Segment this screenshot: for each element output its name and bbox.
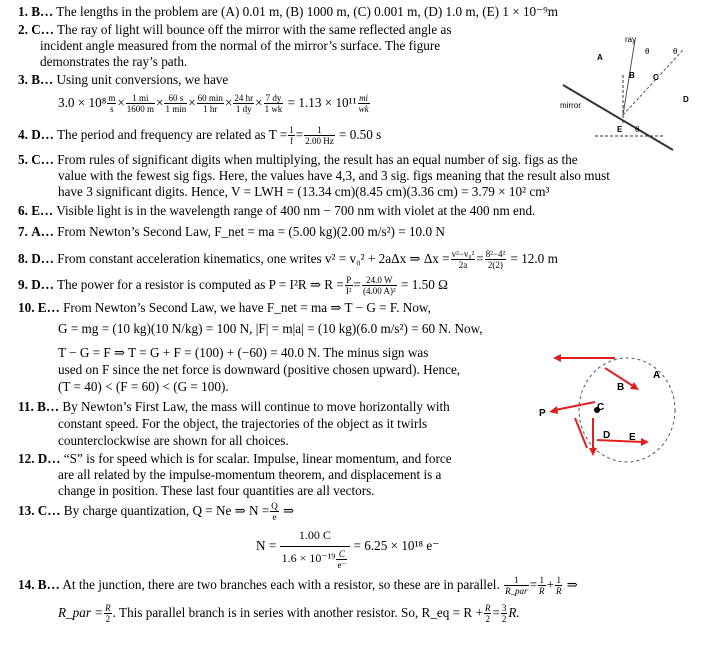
expr-result: = 0.50 s bbox=[339, 127, 382, 142]
item-11 bbox=[18, 399, 450, 414]
item-12-line-3: change in position. These last four quantities are all vectors. bbox=[58, 483, 375, 498]
item-13-expression bbox=[256, 524, 439, 570]
item-text: The ray of light will bounce off the mirror with the same reflected angle as bbox=[56, 22, 452, 37]
item-number: 14. bbox=[18, 577, 35, 592]
item-number: 9. bbox=[18, 277, 28, 292]
fraction: $\frac{1}{f}$ bbox=[289, 125, 294, 147]
arrowhead bbox=[641, 438, 649, 446]
fraction: $\frac{1}{R}$ bbox=[555, 575, 562, 597]
expr-result: = 6.25 × 10¹⁸ e⁻ bbox=[353, 537, 440, 553]
item-9: 9. D… The power for a resistor is computed as P = I²R ⇒ R = $\frac{P}{\text{I²}}$ = $\frac{24.0 W}{\text{(4.00 A)²}}$ = 1.50 Ω bbox=[18, 275, 448, 297]
item-text: Visible light is in the wavelength range of 400 nm − 700 nm with violet at the 400 nm end. bbox=[56, 203, 536, 218]
fraction: $\frac{24 hr}{1 dy}$ bbox=[234, 93, 254, 115]
label-a: A bbox=[597, 53, 603, 62]
arrowhead bbox=[589, 448, 597, 456]
label-e: E bbox=[629, 432, 636, 443]
item-answer: C… bbox=[31, 152, 54, 167]
item-text: The period and frequency are related as T = bbox=[56, 127, 288, 142]
item-answer: A… bbox=[31, 224, 54, 239]
item-number: 5. bbox=[18, 152, 28, 167]
item-number: 12. bbox=[18, 451, 35, 466]
item-10 bbox=[18, 300, 431, 315]
item-text: By Newton’s First Law, the mass will continue to move horizontally with bbox=[62, 399, 450, 414]
item-number: 3. bbox=[18, 72, 28, 87]
fraction: $\frac{60 s}{1 \min}$ bbox=[165, 93, 187, 115]
item-answer: B… bbox=[31, 72, 54, 87]
item-number: 11. bbox=[18, 399, 34, 414]
item-12 bbox=[18, 451, 452, 466]
arrow-d bbox=[575, 418, 587, 448]
label-d: D bbox=[603, 430, 611, 441]
item-10-line-2: G = mg = (10 kg)(10 N/kg) = 100 N, |F| = m|a| = (10 kg)(6.0 m/s²) = 60 N. Now, bbox=[58, 321, 483, 336]
item-11-line-3: counterclockwise are shown for all choices. bbox=[58, 433, 289, 448]
item-10-line-5: (T = 40) < (F = 60) < (G = 100). bbox=[58, 379, 229, 394]
item-number: 1. bbox=[18, 4, 28, 19]
fraction: $\frac{60 \min}{1 hr}$ bbox=[197, 93, 223, 115]
fraction: $\frac{R}{2}$ bbox=[484, 603, 491, 625]
item-answer: C… bbox=[31, 22, 54, 37]
item-8: 8. D… From constant acceleration kinematics, one writes v² = v₀² + 2aΔx ⇒ Δx = $\frac{\text{v²−v₀²}}{2a}$ = $\frac{\text{8²−4²}}{2(2)}$ = 12.0 m bbox=[18, 249, 558, 271]
fraction: $\frac{\text{v²−v₀²}}{2a}$ bbox=[451, 249, 475, 271]
item-number: 8. bbox=[18, 251, 28, 266]
fraction: $\frac{7 dy}{1 wk}$ bbox=[264, 93, 283, 115]
fraction: $\frac{1}{2.00 Hz}$ bbox=[305, 125, 334, 147]
theta-label: θ bbox=[645, 47, 650, 56]
item-text: From Newton’s Second Law, we have F_net = ma ⇒ T − G = F. Now, bbox=[63, 300, 431, 315]
label-d: D bbox=[683, 95, 689, 104]
arrowhead bbox=[553, 354, 561, 362]
item-answer: C… bbox=[37, 503, 61, 518]
arrow-left bbox=[555, 402, 595, 410]
item-number: 13. bbox=[18, 503, 35, 518]
label-b: B bbox=[629, 71, 635, 80]
item-3 bbox=[18, 72, 228, 87]
item-text: At the junction, there are two branches each with a resistor, so these are in parallel. bbox=[62, 577, 500, 592]
item-answer: B… bbox=[37, 399, 60, 414]
item-13: 13. C… By charge quantization, Q = Ne ⇒ N = $\frac{Q}{e}$ ⇒ bbox=[18, 501, 295, 523]
item-answer: B… bbox=[37, 577, 60, 592]
item-text: From constant acceleration kinematics, one writes v² = v₀² + 2aΔx ⇒ Δx = bbox=[57, 251, 450, 266]
expr-result: = 1.13 × 10¹¹ bbox=[287, 95, 357, 110]
item-1 bbox=[18, 4, 558, 19]
item-11-line-2: constant speed. For the object, the trajectories of the object as it twirls bbox=[58, 416, 428, 431]
item-number: 4. bbox=[18, 127, 28, 142]
item-10-line-4: used on F since the net force is downward (positive chosen upward). Hence, bbox=[58, 362, 461, 377]
expr-lhs: N = bbox=[256, 537, 277, 553]
item-4: 4. D… The period and frequency are related as T = $\frac{1}{f}$ = $\frac{1}{2.00 Hz}$ = 0.50 s bbox=[18, 125, 382, 147]
item-12-line-2: are all related by the impulse-momentum theorem, and displacement is a bbox=[58, 467, 442, 482]
fraction: $\frac{Q}{e}$ bbox=[271, 501, 278, 523]
item-5 bbox=[18, 152, 578, 167]
theta-label: θ bbox=[635, 125, 640, 134]
fraction: $\frac{1 mi}{1600 m}$ bbox=[126, 93, 155, 115]
label-c: C bbox=[653, 73, 659, 82]
label-c: C bbox=[597, 402, 605, 413]
fraction: $\frac{\text{8²−4²}}{2(2)}$ bbox=[485, 249, 506, 271]
item-number: 6. bbox=[18, 203, 28, 218]
item-answer: D… bbox=[31, 127, 54, 142]
item-number: 2. bbox=[18, 22, 28, 37]
fraction: $\frac{m}{s}$ bbox=[108, 93, 116, 115]
fraction: $\frac{P}{\text{I²}}$ bbox=[345, 275, 352, 297]
item-2-line-2: incident angle measured from the normal of the mirror’s surface. The figure bbox=[40, 38, 441, 53]
item-number: 10. bbox=[18, 300, 35, 315]
expr-start: 3.0 × 10⁸ bbox=[58, 95, 107, 110]
item-5-line-3: have 3 significant digits. Hence, V = LWH = (13.34 cm)(8.45 cm)(3.36 cm) = 3.79 × 10² cm³ bbox=[58, 184, 550, 199]
item-text: The power for a resistor is computed as P = I²R ⇒ R = bbox=[56, 277, 344, 292]
fraction: $\frac{R}{2}$ bbox=[105, 603, 111, 625]
item-answer: E… bbox=[37, 300, 60, 315]
item-answer: D… bbox=[37, 451, 61, 466]
item-text: By charge quantization, Q = Ne ⇒ N = bbox=[63, 503, 270, 518]
expr-result: = 1.50 Ω bbox=[400, 277, 448, 292]
item-10-line-3: T − G = F ⇒ T = G + F = (100) + (−60) = 40.0 N. The minus sign was bbox=[58, 345, 429, 360]
big-fraction: 1.00 C 1.6 × 10⁻¹⁹ $\frac{C}{e^-}$ bbox=[280, 524, 351, 570]
fraction: $\frac{3}{2}$ bbox=[501, 603, 507, 625]
item-2-line-3: demonstrates the ray’s path. bbox=[40, 54, 188, 69]
ray-label: ray bbox=[625, 35, 637, 44]
item-text: Using unit conversions, we have bbox=[56, 72, 229, 87]
mirror-label: mirror bbox=[560, 101, 581, 110]
item-answer: D… bbox=[31, 251, 54, 266]
item-5-line-2: value with the fewest sig figs. Here, the values have 4,3, and 3 sig. figs meaning that the result also must bbox=[58, 168, 610, 183]
arrowhead bbox=[549, 406, 558, 414]
item-answer: B… bbox=[31, 4, 54, 19]
item-6 bbox=[18, 203, 535, 218]
item-14: 14. B… At the junction, there are two branches each with a resistor, so these are in parallel. $\frac{1}{\text{R\_par}}$ = $\frac{1}{R}$ + $\frac{1}{R}$ ⇒ bbox=[18, 575, 578, 597]
fraction: $\frac{1}{\text{R\_par}}$ bbox=[505, 575, 528, 597]
item-answer: E… bbox=[31, 203, 54, 218]
item-number: 7. bbox=[18, 224, 28, 239]
item-7 bbox=[18, 224, 445, 239]
theta-label: θ bbox=[673, 47, 678, 56]
mirror-line bbox=[563, 85, 673, 150]
item-2 bbox=[18, 22, 451, 37]
item-text: “S” is for speed which is for scalar. Impulse, linear momentum, and force bbox=[63, 451, 452, 466]
item-answer: D… bbox=[31, 277, 54, 292]
fraction: $\frac{1}{R}$ bbox=[539, 575, 545, 597]
expr-result: = 12.0 m bbox=[510, 251, 558, 266]
item-14-line-2: R_par = $\frac{R}{2}$ . This parallel branch is in series with another resistor. So, R_eq = R + $\frac{R}{2}$ = $\frac{3}{2}$ R. bbox=[58, 603, 520, 625]
item-text: From rules of significant digits when multiplying, the result has an equal number of sig. figs as the bbox=[57, 152, 578, 167]
fraction: $\frac{24.0 W}{\text{(4.00 A)²}}$ bbox=[362, 275, 396, 297]
item-3-expression: 3.0 × 10⁸ $\frac{m}{s}$ × $\frac{1 mi}{1600 m}$ × $\frac{60 s}{1 \min}$ × $\frac{60 \min}{1 hr}$ × $\frac{24 hr}{1 dy}$ × $\frac{7 dy}{1 wk}$ = 1.13 × 10¹¹ $\frac{mi}{wk}$ bbox=[58, 93, 369, 115]
label-e: E bbox=[617, 125, 623, 134]
item-text: The lengths in the problem are (A) 0.01 m, (B) 1000 m, (C) 0.001 m, (D) 1.0 m, (E) 1 × 10⁻⁹m bbox=[56, 4, 558, 19]
circle-figure bbox=[535, 342, 695, 472]
item-text: From Newton’s Second Law, F_net = ma = (5.00 kg)(2.00 m/s²) = 10.0 N bbox=[57, 224, 445, 239]
label-a: A bbox=[653, 370, 661, 381]
mirror-figure bbox=[555, 30, 700, 155]
label-b: B bbox=[617, 382, 625, 393]
label-p: P bbox=[539, 408, 546, 419]
fraction: $\frac{mi}{wk}$ bbox=[358, 93, 369, 115]
